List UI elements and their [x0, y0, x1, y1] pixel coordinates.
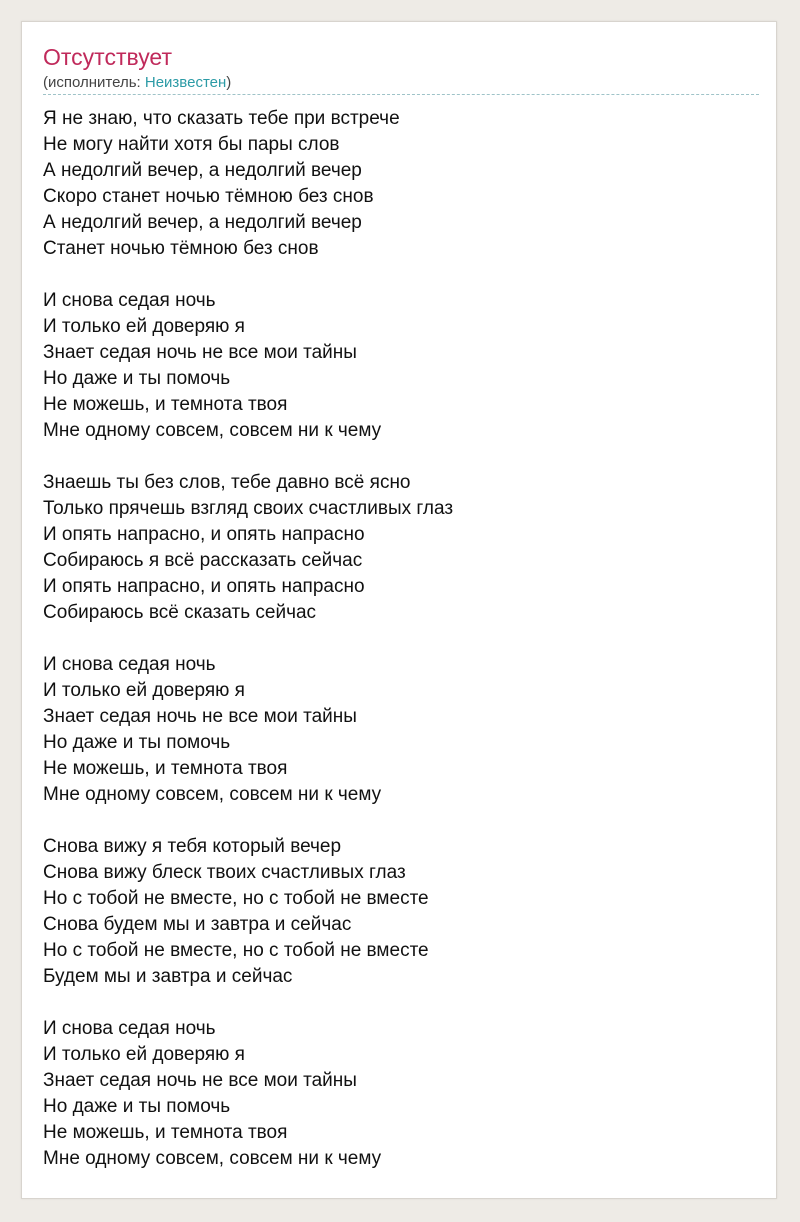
stanza [43, 1016, 759, 1172]
lyric-line: Мне одному совсем, совсем ни к чему [43, 1148, 382, 1169]
lyric-line: Знает седая ночь не все мои тайны [43, 1070, 357, 1091]
lyrics-body [43, 106, 759, 1198]
lyric-line: Снова вижу я тебя который вечер [43, 836, 342, 857]
lyric-line: Знает седая ночь не все мои тайны [43, 342, 357, 363]
lyrics-card [21, 21, 777, 1199]
lyric-line: И снова седая ночь [43, 654, 216, 675]
lyric-line: А недолгий вечер, а недолгий вечер [43, 160, 362, 181]
artist-link[interactable]: Неизвестен [144, 74, 227, 91]
lyric-line: Скоро станет ночью тёмною без снов [43, 186, 374, 207]
lyric-line: Но даже и ты помочь [43, 368, 231, 389]
lyric-line: Снова вижу блеск твоих счастливых глаз [43, 862, 406, 883]
stanza [43, 288, 759, 444]
song-header [43, 44, 759, 95]
lyric-line: А недолгий вечер, а недолгий вечер [43, 212, 362, 233]
stanza [43, 834, 759, 990]
lyric-line: И снова седая ночь [43, 1018, 216, 1039]
song-title: Отсутствует [43, 44, 172, 70]
lyric-line: Снова будем мы и завтра и сейчас [43, 914, 352, 935]
lyric-line: И опять напрасно, и опять напрасно [43, 576, 365, 597]
lyric-line: Но с тобой не вместе, но с тобой не вместе [43, 940, 429, 961]
lyric-line: Не можешь, и темнота твоя [43, 758, 288, 779]
artist-suffix: ) [226, 74, 232, 91]
artist-prefix: (исполнитель: [43, 74, 145, 91]
lyric-line: Только прячешь взгляд своих счастливых глаз [43, 498, 454, 519]
lyric-line: Не могу найти хотя бы пары слов [43, 134, 340, 155]
lyric-line: Но даже и ты помочь [43, 1096, 231, 1117]
lyric-line: Собираюсь я всё рассказать сейчас [43, 550, 363, 571]
lyric-line: И опять напрасно, и опять напрасно [43, 524, 365, 545]
lyric-line: И только ей доверяю я [43, 316, 245, 337]
lyric-line: Собираюсь всё сказать сейчас [43, 602, 317, 623]
lyric-line: И снова седая ночь [43, 290, 216, 311]
artist-line [43, 74, 231, 92]
lyric-line: Не можешь, и темнота твоя [43, 1122, 288, 1143]
stanza [43, 470, 759, 626]
stanza [43, 106, 759, 262]
lyric-line: Но с тобой не вместе, но с тобой не вместе [43, 888, 429, 909]
lyric-line: Будем мы и завтра и сейчас [43, 966, 293, 987]
lyric-line: Я не знаю, что сказать тебе при встрече [43, 108, 400, 129]
lyric-line: И только ей доверяю я [43, 680, 245, 701]
lyric-line: Знает седая ночь не все мои тайны [43, 706, 357, 727]
stanza [43, 652, 759, 808]
lyric-line: Мне одному совсем, совсем ни к чему [43, 420, 382, 441]
lyric-line: Станет ночью тёмною без снов [43, 238, 319, 259]
lyric-line: Не можешь, и темнота твоя [43, 394, 288, 415]
lyric-line: И только ей доверяю я [43, 1044, 245, 1065]
lyric-line: Но даже и ты помочь [43, 732, 231, 753]
lyric-line: Мне одному совсем, совсем ни к чему [43, 784, 382, 805]
lyric-line: Знаешь ты без слов, тебе давно всё ясно [43, 472, 411, 493]
